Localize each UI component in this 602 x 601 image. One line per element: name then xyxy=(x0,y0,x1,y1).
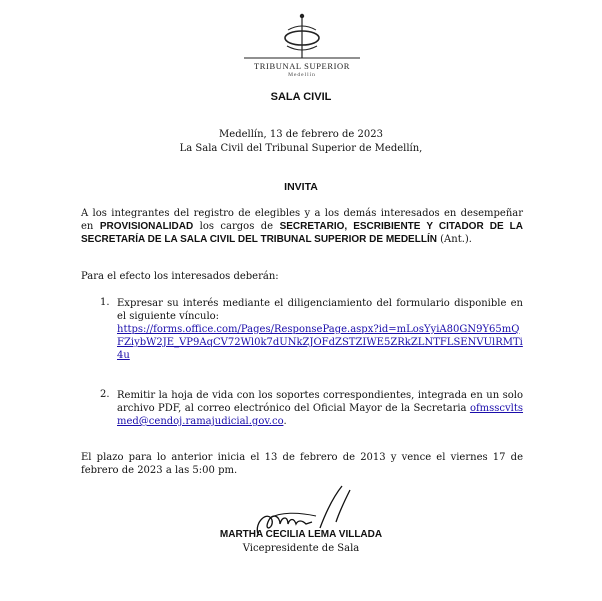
logo-title: TRIBUNAL SUPERIOR xyxy=(253,61,351,71)
item-2 xyxy=(117,389,523,428)
p1-text-c: los cargos de xyxy=(193,221,280,232)
sala-heading: SALA CIVIL xyxy=(270,91,332,103)
item-2-number: 2. xyxy=(100,389,110,400)
logo-city: Medellín xyxy=(288,72,316,78)
p1-text-e: (Ant.). xyxy=(436,234,472,245)
item-1-text: Expresar su interés mediante el diligenciamiento del formulario disponible en el siguiente vínculo: xyxy=(117,298,523,322)
item-1-number: 1. xyxy=(100,297,110,308)
invitation-paragraph xyxy=(81,207,523,246)
item-2-period: . xyxy=(283,416,287,427)
invita-heading: INVITA xyxy=(284,181,318,193)
scales-of-justice-icon xyxy=(242,12,362,62)
form-link[interactable]: https://forms.office.com/Pages/ResponsePage.aspx?id=mLosYyiA80GN9Y65mQFZiybW2JE_VP9AqCV72Wl0k7dUNkZJOFdZSTZIWE5ZRkZLNTFLSENVUlRMTi4u xyxy=(117,324,523,361)
p1-provisionalidad: PROVISIONALIDAD xyxy=(99,221,194,232)
tribunal-logo xyxy=(242,12,362,82)
deadline-paragraph: El plazo para lo anterior inicia el 13 de febrero de 2013 y vence el viernes 17 de febrero de 2023 a las 5:00 pm. xyxy=(81,452,523,476)
p1-cargos: SECRETARIO, ESCRIBIENTE Y CITADOR DE LA SECRETARÍA DE LA SALA CIVIL DEL TRIBUNAL SUPERIOR DE MEDELLÍN xyxy=(81,221,524,245)
issuer-line: La Sala Civil del Tribunal Superior de Medellín, xyxy=(179,143,423,154)
requirements-intro: Para el efecto los interesados deberán: xyxy=(81,271,279,282)
item-2-text: Remitir la hoja de vida con los soportes correspondientes, integrada en un solo archivo PDF, al correo electrónico del Oficial Mayor de la Secretaria xyxy=(117,390,523,414)
signer-role: Vicepresidente de Sala xyxy=(242,543,360,554)
p1-text-a: A los integrantes del registro de elegibles y a los demás interesados en desempeñar en xyxy=(81,208,523,232)
email-link[interactable]: ofmsscvltsmed@cendoj.ramajudicial.gov.co xyxy=(117,403,524,427)
place-date: Medellín, 13 de febrero de 2023 xyxy=(219,129,383,140)
signer-name: MARTHA CECILIA LEMA VILLADA xyxy=(219,529,383,540)
item-1 xyxy=(117,297,523,362)
